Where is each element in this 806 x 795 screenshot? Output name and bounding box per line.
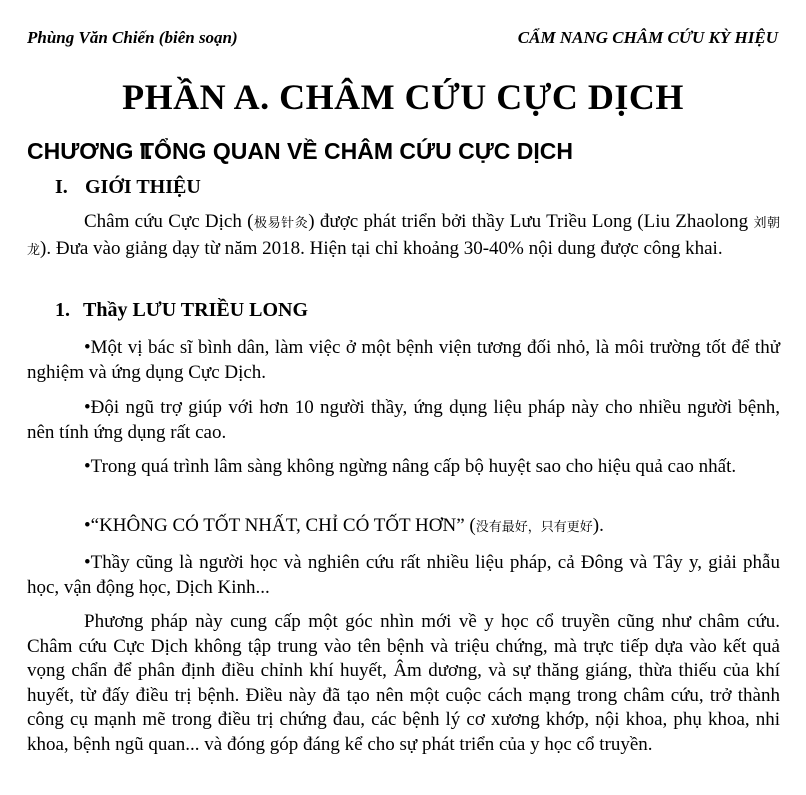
bullet-paragraph: •Đội ngũ trợ giúp với hơn 10 người thầy, ứng dụng liệu pháp này cho nhiều người bệnh, nên tính ứng dụng rất cao.: [27, 397, 780, 443]
bullet-4-cjk: 没有最好，只有更好: [475, 520, 593, 535]
subsection-number: 1.: [55, 299, 70, 321]
closing-paragraph: Phương pháp này cung cấp một góc nhìn mới về y học cổ truyền cũng như châm cứu. Châm cứu Cực Dịch không tập trung vào tên bệnh và triệu chứng, mà trực tiếp dựa vào kết quả vọng chẩn để phân định điều chỉnh khí huyết, Âm dương, và sự thăng giáng, thừa thiếu của khí huyết, từ đấy điều trị bệnh. Điều này đã tạo nên một cuộc cách mạng trong châm cứu, trở thành công cụ mạnh mẽ trong điều trị chứng đau, các bệnh lý cơ xương khớp, nội khoa, phụ khoa, nhi khoa, bệnh ngũ quan... và đóng góp đáng kể cho sự phát triển của y học cổ truyền.: [27, 611, 780, 755]
intro-text-b: ) được phát triển bởi thầy Lưu Triều Long (Liu Zhaolong: [308, 211, 754, 232]
intro-text-a: Châm cứu Cực Dịch (: [84, 211, 254, 232]
header-author: Phùng Văn Chiến (biên soạn): [27, 28, 238, 47]
intro-cjk-a: 极易针灸: [253, 216, 309, 231]
section-number: I.: [55, 176, 68, 198]
intro-text-c: ). Đưa vào giảng dạy từ năm 2018. Hiện tại chỉ khoảng 30-40% nội dung được công khai.: [40, 237, 723, 259]
header-book-title: CẨM NANG CHÂM CỨU KỲ HIỆU: [517, 28, 778, 47]
chapter-title: [27, 138, 573, 165]
section-heading: [55, 176, 201, 199]
subsection-heading: [55, 299, 308, 322]
chapter-name: TỔNG QUAN VỀ CHÂM CỨU CỰC DỊCH: [140, 138, 573, 164]
running-header: [27, 28, 778, 52]
intro-paragraph: [27, 210, 780, 263]
intro-cjk-b: 刘朝龙: [27, 216, 780, 258]
bullet-paragraph: [27, 514, 780, 541]
bullet-paragraph: •Một vị bác sĩ bình dân, làm việc ở một bệnh viện tương đối nhỏ, là môi trường tốt để thử nghiệm và ứng dụng Cực Dịch.: [27, 337, 780, 383]
subsection-title: Thầy LƯU TRIỀU LONG: [83, 299, 309, 321]
bullet-paragraph: •Thầy cũng là người học và nghiên cứu rất nhiều liệu pháp, cả Đông và Tây y, giải phẫu học, vận động học, Dịch Kinh...: [27, 552, 780, 598]
part-title: PHẦN A. CHÂM CỨU CỰC DỊCH: [122, 77, 684, 117]
chapter-number: CHƯƠNG I.: [27, 138, 153, 164]
section-title: GIỚI THIỆU: [85, 176, 201, 198]
bullet-4-end: ).: [592, 515, 604, 536]
bullet-4-text: •“KHÔNG CÓ TỐT NHẤT, CHỈ CÓ TỐT HƠN” (: [84, 515, 476, 536]
bullet-paragraph: •Trong quá trình lâm sàng không ngừng nâng cấp bộ huyệt sao cho hiệu quả cao nhất.: [84, 456, 737, 477]
